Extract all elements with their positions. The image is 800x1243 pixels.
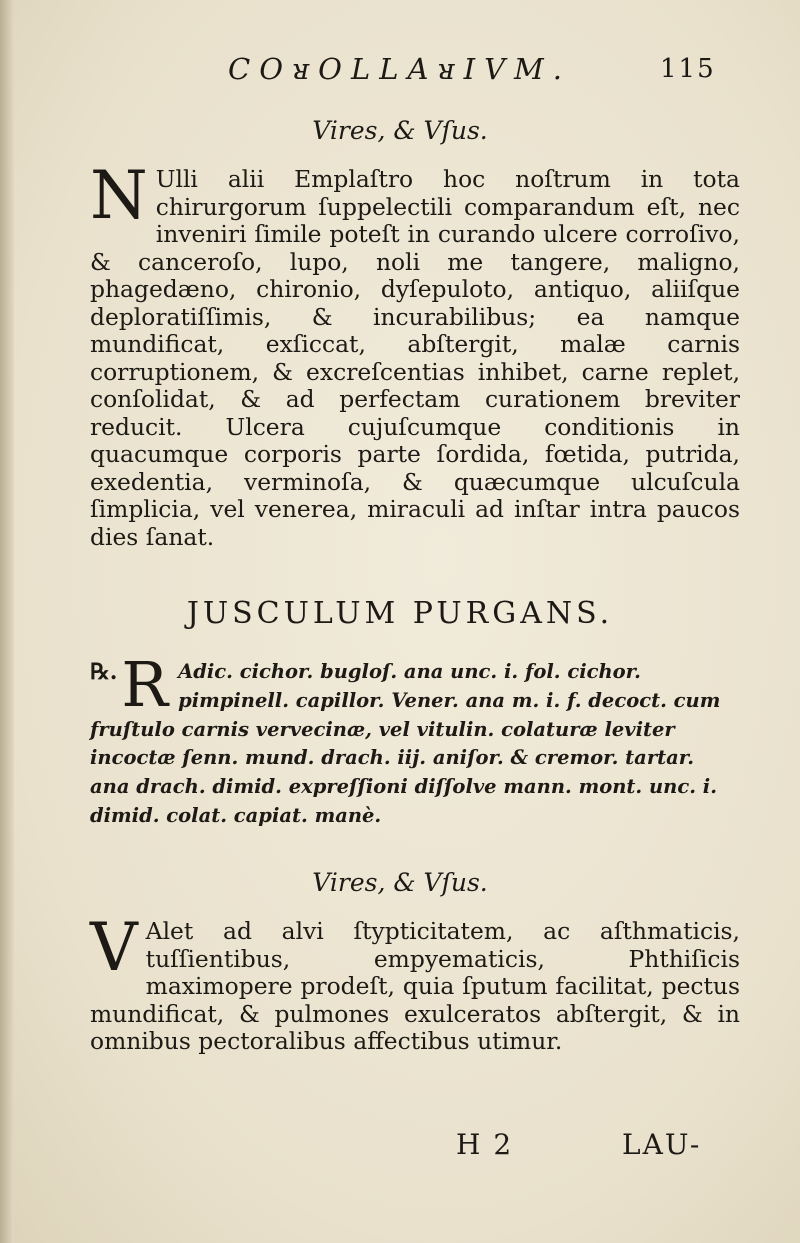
drop-cap: N xyxy=(90,157,148,234)
paragraph-emplastrum xyxy=(90,157,740,551)
catchword: LAU- xyxy=(622,1128,702,1161)
drop-cap: V xyxy=(90,909,138,986)
paragraph-text: Ulli alii Emplaſtro hoc noſtrum in tota chirurgorum ſuppelectili comparandum eſt, nec inveniri ſimile poteſt in curando ulcere corroſivo, & canceroſo, lupo, noli me tangere, maligno, phagedæno, chironio, dyſepuloto, antiquo, aliiſque deploratiſſimis, & incurabilibus; ea namque mundificat, exſiccat, abſtergit, malæ carnis corruptionem, & excreſcentias inhibet, carne replet, conſolidat, & ad perfectam curationem breviter reducit. Ulcera cujuſcumque conditionis in quacumque corporis parte ſordida, fœtida, putrida, exedentia, verminoſa, & quæcumque ulcuſcula ſimplicia, vel venerea, miraculi ad inſtar intra paucos dies ſanat. xyxy=(90,165,740,551)
recipe-block xyxy=(90,648,740,831)
page-header xyxy=(0,52,800,92)
page-number: 115 xyxy=(660,54,716,84)
recipe-symbol: ℞. xyxy=(90,659,118,685)
paragraph-jusculum-uses xyxy=(90,909,740,1056)
section-heading-vires-2: Vires, & Vſus. xyxy=(312,868,488,897)
recipe-title: JUSCULUM PURGANS. xyxy=(186,596,614,631)
paragraph-text: Alet ad alvi ſtypticitatem, ac aſthmaticis, tuſſientibus, empyematicis, Phthiſicis maximopere prodeſt, quia ſputum facilitat, pectus mundificat, & pulmones exulceratos abſtergit, & in omnibus pectoralibus affectibus utimur. xyxy=(90,917,740,1055)
recipe-text: Adic. cichor. bugloſ. ana unc. i. fol. cichor. pimpinell. capillor. Vener. ana m. i. f. decoct. cum fruſtulo carnis vervecinæ, vel vitulin. colaturæ leviter incoctæ ſenn. mund. drach. iij. aniſor. & cremor. tartar. ana drach. dimid. expreſſioni diſſolve mann. mont. unc. i. dimid. colat. capiat. manè. xyxy=(90,660,721,827)
running-title: COᴚOLLAᴚIVM. xyxy=(228,52,571,86)
section-heading-vires-1: Vires, & Vſus. xyxy=(312,116,488,145)
signature-mark: H 2 xyxy=(456,1128,514,1161)
drop-cap: R xyxy=(121,648,169,721)
